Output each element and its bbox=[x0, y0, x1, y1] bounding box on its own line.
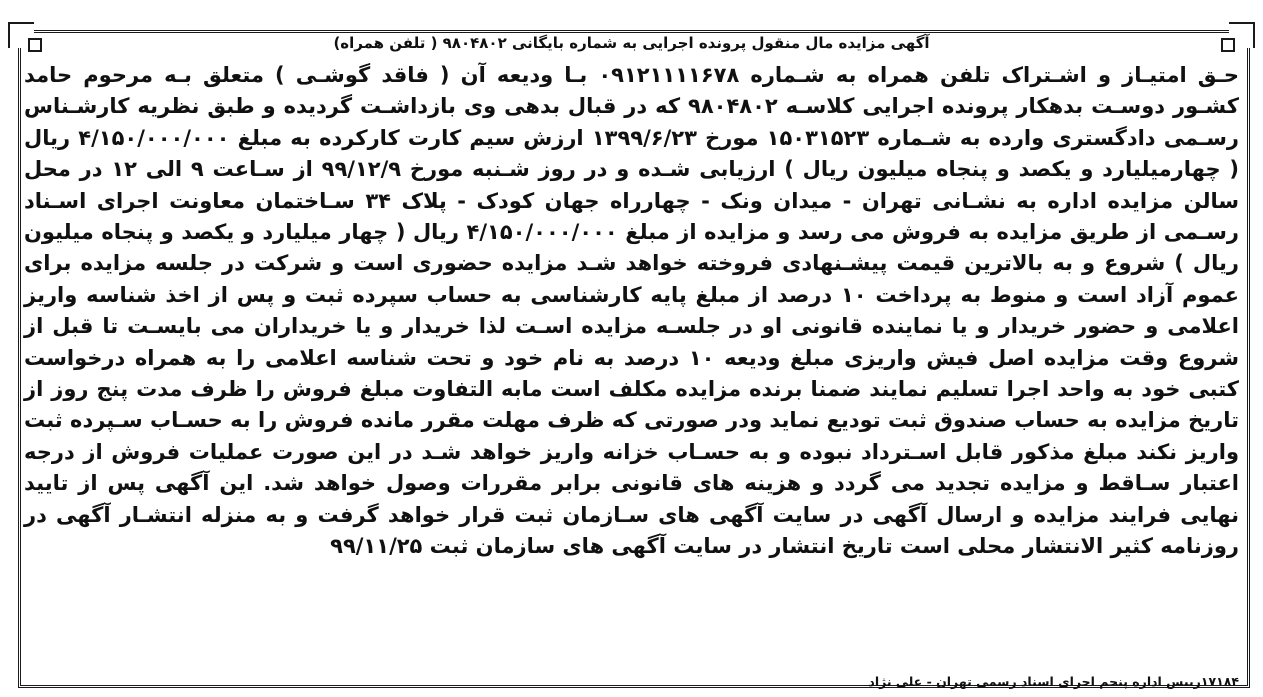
corner-notch-right bbox=[1221, 38, 1235, 52]
notice-body-text: حـق امتیـاز و اشـتراک تلفن همراه به شـماره ۰۹۱۲۱۱۱۱۶۷۸ بـا ودیعه آن ( فاقد گوشـی ) متعلق بـه مرحوم حامد کشـور دوسـت بدهکار پرونده اجرایی کلاسـه ۹۸۰۴۸۰۲ که در قبال بدهی وی بازداشـت گردیده و طبق نظریه کارشـناس رسـمی دادگستری وارده به شـماره ۱۵۰۳۱۵۲۳ مورخ ۱۳۹۹/۶/۲۳ ارزش سیم کارت کارکرده به مبلغ ۴/۱۵۰/۰۰۰/۰۰۰ ریال ( چهارمیلیارد و یکصد و پنجاه میلیون ریال ) ارزیابی شـده و در روز شـنبه مورخ ۹۹/۱۲/۹ از سـاعت ۹ الی ۱۲ در محل سالن مزایده اداره به نشـانی تهران - میدان ونک - چهارراه جهان کودک - پلاک ۳۴ سـاختمان معاونت اجرای اسـناد رسـمی از طریق مزایده به فروش می رسد و مزایده از مبلغ ۴/۱۵۰/۰۰۰/۰۰۰ ریال ( چهار میلیارد و یکصد و پنجاه میلیون ریال ) شروع و به بالاترین قیمت پیشـنهادی فروخته خواهد شـد مزایده حضوری است و شرکت در جلسه مزایده برای عموم آزاد است و منوط به پرداخت ۱۰ درصد از مبلغ پایه کارشناسی به حساب سپرده ثبت و پس از اخذ شناسه واریز اعلامی و حضور خریدار و یا نماینده قانونی او در جلسـه مزایده اسـت لذا خریدار و یا خریداران می بایسـت تا قبل از شروع وقت مزایده اصل فیش واریزی مبلغ ودیعه ۱۰ درصد به نام خود و تحت شناسه اعلامی را به همراه درخواست کتبی خود به واحد اجرا تسلیم نمایند ضمنا برنده مزایده مکلف است مابه التفاوت مبلغ فروش را ظرف مدت پنج روز از تاریخ مزایده به حساب صندوق ثبت تودیع نماید ودر صورتی که ظرف مهلت مقرر مانده فروش را به حسـاب سـپرده ثبت واریز نکند مبلغ مذکور قابل اسـترداد نبوده و به حسـاب خزانه واریز خواهد شـد در این صورت عملیات فروش از درجه اعتبار سـاقط و مزایده تجدید می گردد و هزینه های قانونی برابر مقررات وصول خواهد شد. این آگهی پس از تایید نهایی فرایند مزایده و ارسال آگهی در سایت آگهی های سـازمان ثبت قرار خواهد گرفت و به منزله انتشـار آگهی در روزنامه کثیر الانتشار محلی است تاریخ انتشار در سایت آگهی های سازمان ثبت ۹۹/۱۱/۲۵ bbox=[24, 63, 1240, 559]
notice-body bbox=[24, 60, 1239, 563]
notice-title: آگهی مزایده مال منقول پرونده اجرایی به شماره بایگانی ۹۸۰۴۸۰۲ ( تلفن همراه) bbox=[333, 34, 930, 52]
corner-notch-left bbox=[28, 38, 42, 52]
notice-signature: ۱۷۱۸۴رییس اداره پنجم اجرای اسناد رسمی تهران - علی نژاد bbox=[868, 674, 1239, 689]
